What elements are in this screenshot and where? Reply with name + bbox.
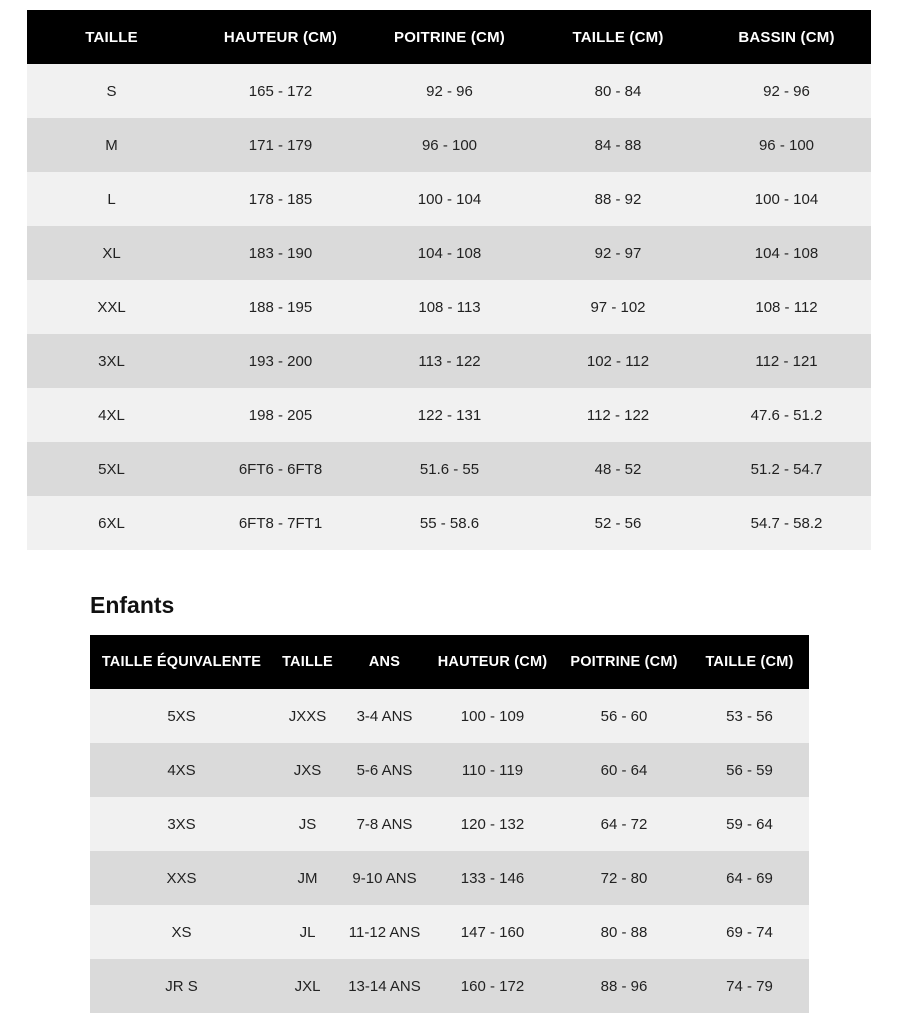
equivalent-size-cell: XS — [90, 905, 273, 959]
hip-cell: 92 - 96 — [702, 64, 871, 118]
waist-cell: 102 - 112 — [534, 334, 702, 388]
adult-header-taille: TAILLE — [27, 10, 196, 64]
hip-cell: 108 - 112 — [702, 280, 871, 334]
table-row — [27, 226, 871, 280]
height-cell: 178 - 185 — [196, 172, 365, 226]
height-cell: 171 - 179 — [196, 118, 365, 172]
height-cell: 133 - 146 — [427, 851, 558, 905]
chest-cell: 96 - 100 — [365, 118, 534, 172]
kids-header-equivalent-size: TAILLE ÉQUIVALENTE — [90, 635, 273, 689]
kids-header-row — [90, 635, 809, 689]
age-cell: 7-8 ANS — [342, 797, 427, 851]
table-row — [27, 334, 871, 388]
height-cell: 183 - 190 — [196, 226, 365, 280]
chest-cell: 60 - 64 — [558, 743, 690, 797]
waist-cell: 48 - 52 — [534, 442, 702, 496]
chest-cell: 64 - 72 — [558, 797, 690, 851]
age-cell: 11-12 ANS — [342, 905, 427, 959]
waist-cell: 69 - 74 — [690, 905, 809, 959]
hip-cell: 100 - 104 — [702, 172, 871, 226]
chest-cell: 72 - 80 — [558, 851, 690, 905]
hip-cell: 112 - 121 — [702, 334, 871, 388]
age-cell: 13-14 ANS — [342, 959, 427, 1013]
size-cell: S — [27, 64, 196, 118]
waist-cell: 56 - 59 — [690, 743, 809, 797]
size-cell: 5XL — [27, 442, 196, 496]
kids-header-taille-cm: TAILLE (CM) — [690, 635, 809, 689]
adult-header-poitrine: POITRINE (CM) — [365, 10, 534, 64]
height-cell: 6FT8 - 7FT1 — [196, 496, 365, 550]
kids-header-taille: TAILLE — [273, 635, 342, 689]
size-cell: XL — [27, 226, 196, 280]
chest-cell: 108 - 113 — [365, 280, 534, 334]
table-row — [27, 118, 871, 172]
size-cell: JS — [273, 797, 342, 851]
kids-header-poitrine: POITRINE (CM) — [558, 635, 690, 689]
equivalent-size-cell: XXS — [90, 851, 273, 905]
table-row — [90, 905, 809, 959]
table-row — [27, 64, 871, 118]
chest-cell: 104 - 108 — [365, 226, 534, 280]
size-cell: JXXS — [273, 689, 342, 743]
kids-size-table — [90, 635, 809, 1013]
age-cell: 5-6 ANS — [342, 743, 427, 797]
table-row — [27, 496, 871, 550]
height-cell: 100 - 109 — [427, 689, 558, 743]
waist-cell: 53 - 56 — [690, 689, 809, 743]
table-row — [90, 851, 809, 905]
table-row — [90, 689, 809, 743]
waist-cell: 97 - 102 — [534, 280, 702, 334]
size-cell: JXL — [273, 959, 342, 1013]
height-cell: 147 - 160 — [427, 905, 558, 959]
chest-cell: 113 - 122 — [365, 334, 534, 388]
chest-cell: 122 - 131 — [365, 388, 534, 442]
size-cell: 4XL — [27, 388, 196, 442]
waist-cell: 112 - 122 — [534, 388, 702, 442]
height-cell: 193 - 200 — [196, 334, 365, 388]
table-row — [90, 959, 809, 1013]
waist-cell: 59 - 64 — [690, 797, 809, 851]
kids-section-title: Enfants — [90, 592, 175, 618]
kids-header-ans: ANS — [342, 635, 427, 689]
chest-cell: 51.6 - 55 — [365, 442, 534, 496]
height-cell: 6FT6 - 6FT8 — [196, 442, 365, 496]
adult-size-table — [27, 10, 871, 550]
table-row — [27, 172, 871, 226]
hip-cell: 47.6 - 51.2 — [702, 388, 871, 442]
hip-cell: 51.2 - 54.7 — [702, 442, 871, 496]
size-cell: M — [27, 118, 196, 172]
adult-header-hauteur: HAUTEUR (CM) — [196, 10, 365, 64]
chest-cell: 55 - 58.6 — [365, 496, 534, 550]
size-cell: JL — [273, 905, 342, 959]
chest-cell: 56 - 60 — [558, 689, 690, 743]
equivalent-size-cell: 4XS — [90, 743, 273, 797]
table-row — [27, 388, 871, 442]
table-row — [90, 797, 809, 851]
table-row — [27, 280, 871, 334]
height-cell: 198 - 205 — [196, 388, 365, 442]
kids-header-hauteur: HAUTEUR (CM) — [427, 635, 558, 689]
height-cell: 160 - 172 — [427, 959, 558, 1013]
size-cell: JM — [273, 851, 342, 905]
size-cell: L — [27, 172, 196, 226]
height-cell: 165 - 172 — [196, 64, 365, 118]
height-cell: 110 - 119 — [427, 743, 558, 797]
waist-cell: 64 - 69 — [690, 851, 809, 905]
height-cell: 120 - 132 — [427, 797, 558, 851]
chest-cell: 100 - 104 — [365, 172, 534, 226]
age-cell: 9-10 ANS — [342, 851, 427, 905]
table-row — [27, 442, 871, 496]
size-cell: JXS — [273, 743, 342, 797]
waist-cell: 80 - 84 — [534, 64, 702, 118]
hip-cell: 96 - 100 — [702, 118, 871, 172]
waist-cell: 88 - 92 — [534, 172, 702, 226]
size-cell: XXL — [27, 280, 196, 334]
size-cell: 6XL — [27, 496, 196, 550]
chest-cell: 88 - 96 — [558, 959, 690, 1013]
height-cell: 188 - 195 — [196, 280, 365, 334]
waist-cell: 84 - 88 — [534, 118, 702, 172]
hip-cell: 104 - 108 — [702, 226, 871, 280]
adult-header-row — [27, 10, 871, 64]
age-cell: 3-4 ANS — [342, 689, 427, 743]
adult-header-bassin: BASSIN (CM) — [702, 10, 871, 64]
chest-cell: 80 - 88 — [558, 905, 690, 959]
adult-header-taille-cm: TAILLE (CM) — [534, 10, 702, 64]
size-cell: 3XL — [27, 334, 196, 388]
waist-cell: 92 - 97 — [534, 226, 702, 280]
waist-cell: 74 - 79 — [690, 959, 809, 1013]
equivalent-size-cell: 5XS — [90, 689, 273, 743]
equivalent-size-cell: JR S — [90, 959, 273, 1013]
chest-cell: 92 - 96 — [365, 64, 534, 118]
waist-cell: 52 - 56 — [534, 496, 702, 550]
hip-cell: 54.7 - 58.2 — [702, 496, 871, 550]
table-row — [90, 743, 809, 797]
equivalent-size-cell: 3XS — [90, 797, 273, 851]
